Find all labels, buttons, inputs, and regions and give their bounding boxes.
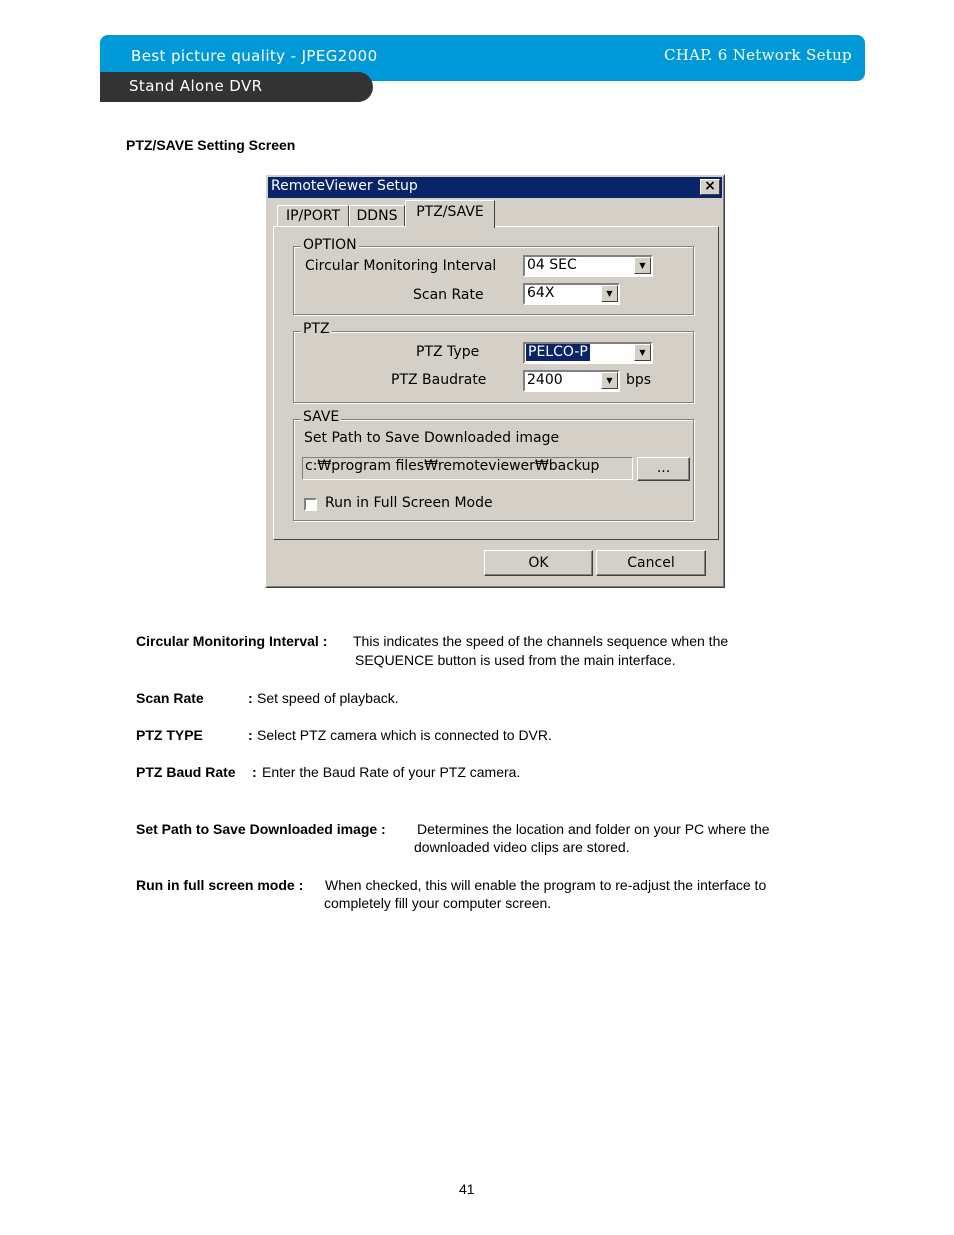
interval-select[interactable]	[523, 255, 653, 277]
save-path-field[interactable]: c:₩program files₩remoteviewer₩backup	[302, 457, 633, 480]
fullscreen-desc-line2: completely fill your computer screen.	[324, 895, 552, 911]
ptz-baudrate-select[interactable]	[523, 370, 620, 392]
section-title: PTZ/SAVE Setting Screen	[126, 137, 296, 153]
fullscreen-desc-line1: When checked, this will enable the program to re-adjust the interface to	[325, 877, 767, 893]
baud-unit: bps	[626, 372, 652, 388]
tab-ptz-save[interactable]: PTZ/SAVE	[405, 200, 495, 228]
interval-term: Circular Monitoring Interval :	[136, 633, 328, 649]
chevron-down-icon[interactable]: ▼	[634, 257, 651, 274]
scan-rate-label: Scan Rate	[413, 287, 484, 303]
ptz-type-value: PELCO-P	[528, 344, 588, 360]
close-icon[interactable]: ×	[700, 179, 720, 195]
ok-button[interactable]: OK	[484, 550, 593, 576]
dialog-title: RemoteViewer Setup	[271, 178, 418, 194]
ptz-type-sep: :	[248, 727, 253, 743]
scan-desc: Set speed of playback.	[257, 690, 399, 706]
save-path-desc-line1: Determines the location and folder on your PC where the	[417, 821, 770, 837]
ptz-type-term: PTZ TYPE	[136, 727, 203, 743]
page-number: 41	[459, 1181, 475, 1197]
fullscreen-term: Run in full screen mode :	[136, 877, 304, 893]
ptz-legend: PTZ	[303, 321, 330, 337]
fullscreen-label: Run in Full Screen Mode	[325, 495, 493, 511]
tab-ip-port[interactable]: IP/PORT	[277, 205, 349, 227]
option-legend: OPTION	[303, 237, 357, 253]
fullscreen-checkbox[interactable]	[304, 498, 317, 511]
ptz-baud-term: PTZ Baud Rate	[136, 764, 236, 780]
scan-rate-select[interactable]	[523, 283, 620, 305]
ptz-baud-desc: Enter the Baud Rate of your PTZ camera.	[262, 764, 521, 780]
ptz-type-desc: Select PTZ camera which is connected to DVR.	[257, 727, 552, 743]
save-path-desc-line2: downloaded video clips are stored.	[414, 839, 630, 855]
ptz-baudrate-value: 2400	[527, 372, 563, 388]
ptz-type-label: PTZ Type	[416, 344, 480, 360]
save-path-label: Set Path to Save Downloaded image	[304, 430, 560, 446]
cancel-button[interactable]: Cancel	[596, 550, 706, 576]
ptz-baudrate-label: PTZ Baudrate	[391, 372, 487, 388]
ptz-baud-sep: :	[252, 764, 257, 780]
interval-value: 04 SEC	[527, 257, 577, 273]
chevron-down-icon[interactable]: ▼	[601, 285, 618, 302]
interval-desc-line2: SEQUENCE button is used from the main interface.	[355, 652, 676, 668]
ptz-type-select[interactable]	[523, 342, 653, 364]
interval-label: Circular Monitoring Interval	[305, 258, 497, 274]
scan-rate-value: 64X	[527, 285, 555, 301]
chevron-down-icon[interactable]: ▼	[634, 344, 651, 361]
interval-desc-line1: This indicates the speed of the channels sequence when the	[353, 633, 729, 649]
header-tagline: Best picture quality - JPEG2000	[131, 47, 378, 65]
scan-term: Scan Rate	[136, 690, 204, 706]
tab-ddns[interactable]: DDNS	[349, 205, 405, 227]
save-legend: SAVE	[303, 409, 340, 425]
chevron-down-icon[interactable]: ▼	[601, 372, 618, 389]
save-path-term: Set Path to Save Downloaded image :	[136, 821, 386, 837]
product-name: Stand Alone DVR	[129, 77, 263, 95]
scan-sep: :	[248, 690, 253, 706]
chapter-title: CHAP. 6 Network Setup	[664, 46, 852, 64]
browse-button[interactable]: ...	[637, 457, 690, 481]
